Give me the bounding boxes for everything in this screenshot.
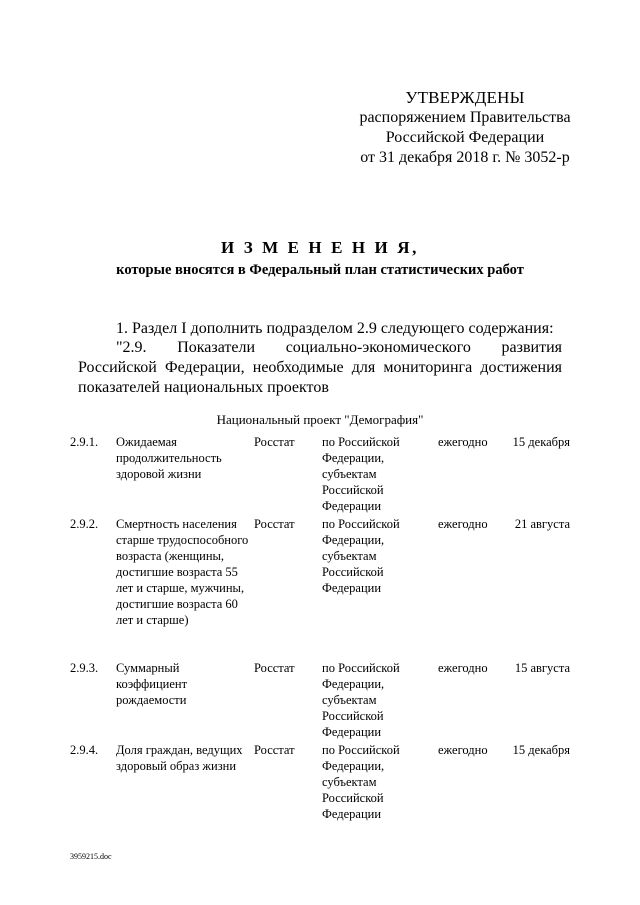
table-row [70, 660, 570, 742]
row-number: 2.9.3. [70, 661, 99, 675]
due-date: 15 декабря [512, 435, 570, 449]
table-row [70, 434, 570, 516]
approval-line-1: распоряжением Правительства [359, 109, 571, 126]
indicator-name: Доля граждан, ведущих здоровый образ жизни [116, 743, 243, 773]
aggregation-level: по Российской Федерации, субъектам Российской Федерации [322, 435, 400, 513]
indicator-name: Ожидаемая продолжительность здоровой жизни [116, 435, 222, 481]
responsible-agency: Росстат [254, 435, 295, 449]
aggregation-level: по Российской Федерации, субъектам Российской Федерации [322, 517, 400, 595]
approval-title: УТВЕРЖДЕНЫ [405, 88, 525, 107]
frequency: ежегодно [438, 517, 488, 531]
section-paragraph: "2.9. Показатели социально-экономического развития Российской Федерации, необходимые для мониторинга достижения показателей национальных проектов [78, 339, 562, 396]
frequency: ежегодно [438, 661, 488, 675]
approval-line-3: от 31 декабря 2018 г. № 3052-р [360, 149, 570, 166]
row-number: 2.9.2. [70, 517, 99, 531]
row-number: 2.9.1. [70, 435, 99, 449]
frequency: ежегодно [438, 743, 488, 757]
indicators-table [70, 434, 570, 824]
row-number: 2.9.4. [70, 743, 99, 757]
table-row [70, 742, 570, 824]
footer-filename: 3959215.doc [70, 852, 112, 861]
document-subtitle: которые вносятся в Федеральный план статистических работ [116, 262, 524, 278]
responsible-agency: Росстат [254, 743, 295, 757]
due-date: 15 декабря [512, 743, 570, 757]
table-row [70, 516, 570, 660]
item-1-text: 1. Раздел I дополнить подразделом 2.9 следующего содержания: [116, 320, 554, 337]
document-title: И З М Е Н Е Н И Я, [221, 238, 419, 257]
indicator-name: Суммарный коэффициент рождаемости [116, 661, 188, 707]
responsible-agency: Росстат [254, 661, 295, 675]
aggregation-level: по Российской Федерации, субъектам Российской Федерации [322, 743, 400, 821]
due-date: 21 августа [514, 517, 570, 531]
responsible-agency: Росстат [254, 517, 295, 531]
due-date: 15 августа [514, 661, 570, 675]
project-title: Национальный проект "Демография" [216, 412, 424, 427]
aggregation-level: по Российской Федерации, субъектам Российской Федерации [322, 661, 400, 739]
indicator-name: Смертность населения старше трудоспособного возраста (женщины, достигшие возраста 55 лет и старше, мужчины, достигшие возраста 60 лет и старше) [116, 517, 249, 627]
frequency: ежегодно [438, 435, 488, 449]
approval-block [330, 88, 600, 168]
approval-line-2: Российской Федерации [385, 129, 545, 146]
